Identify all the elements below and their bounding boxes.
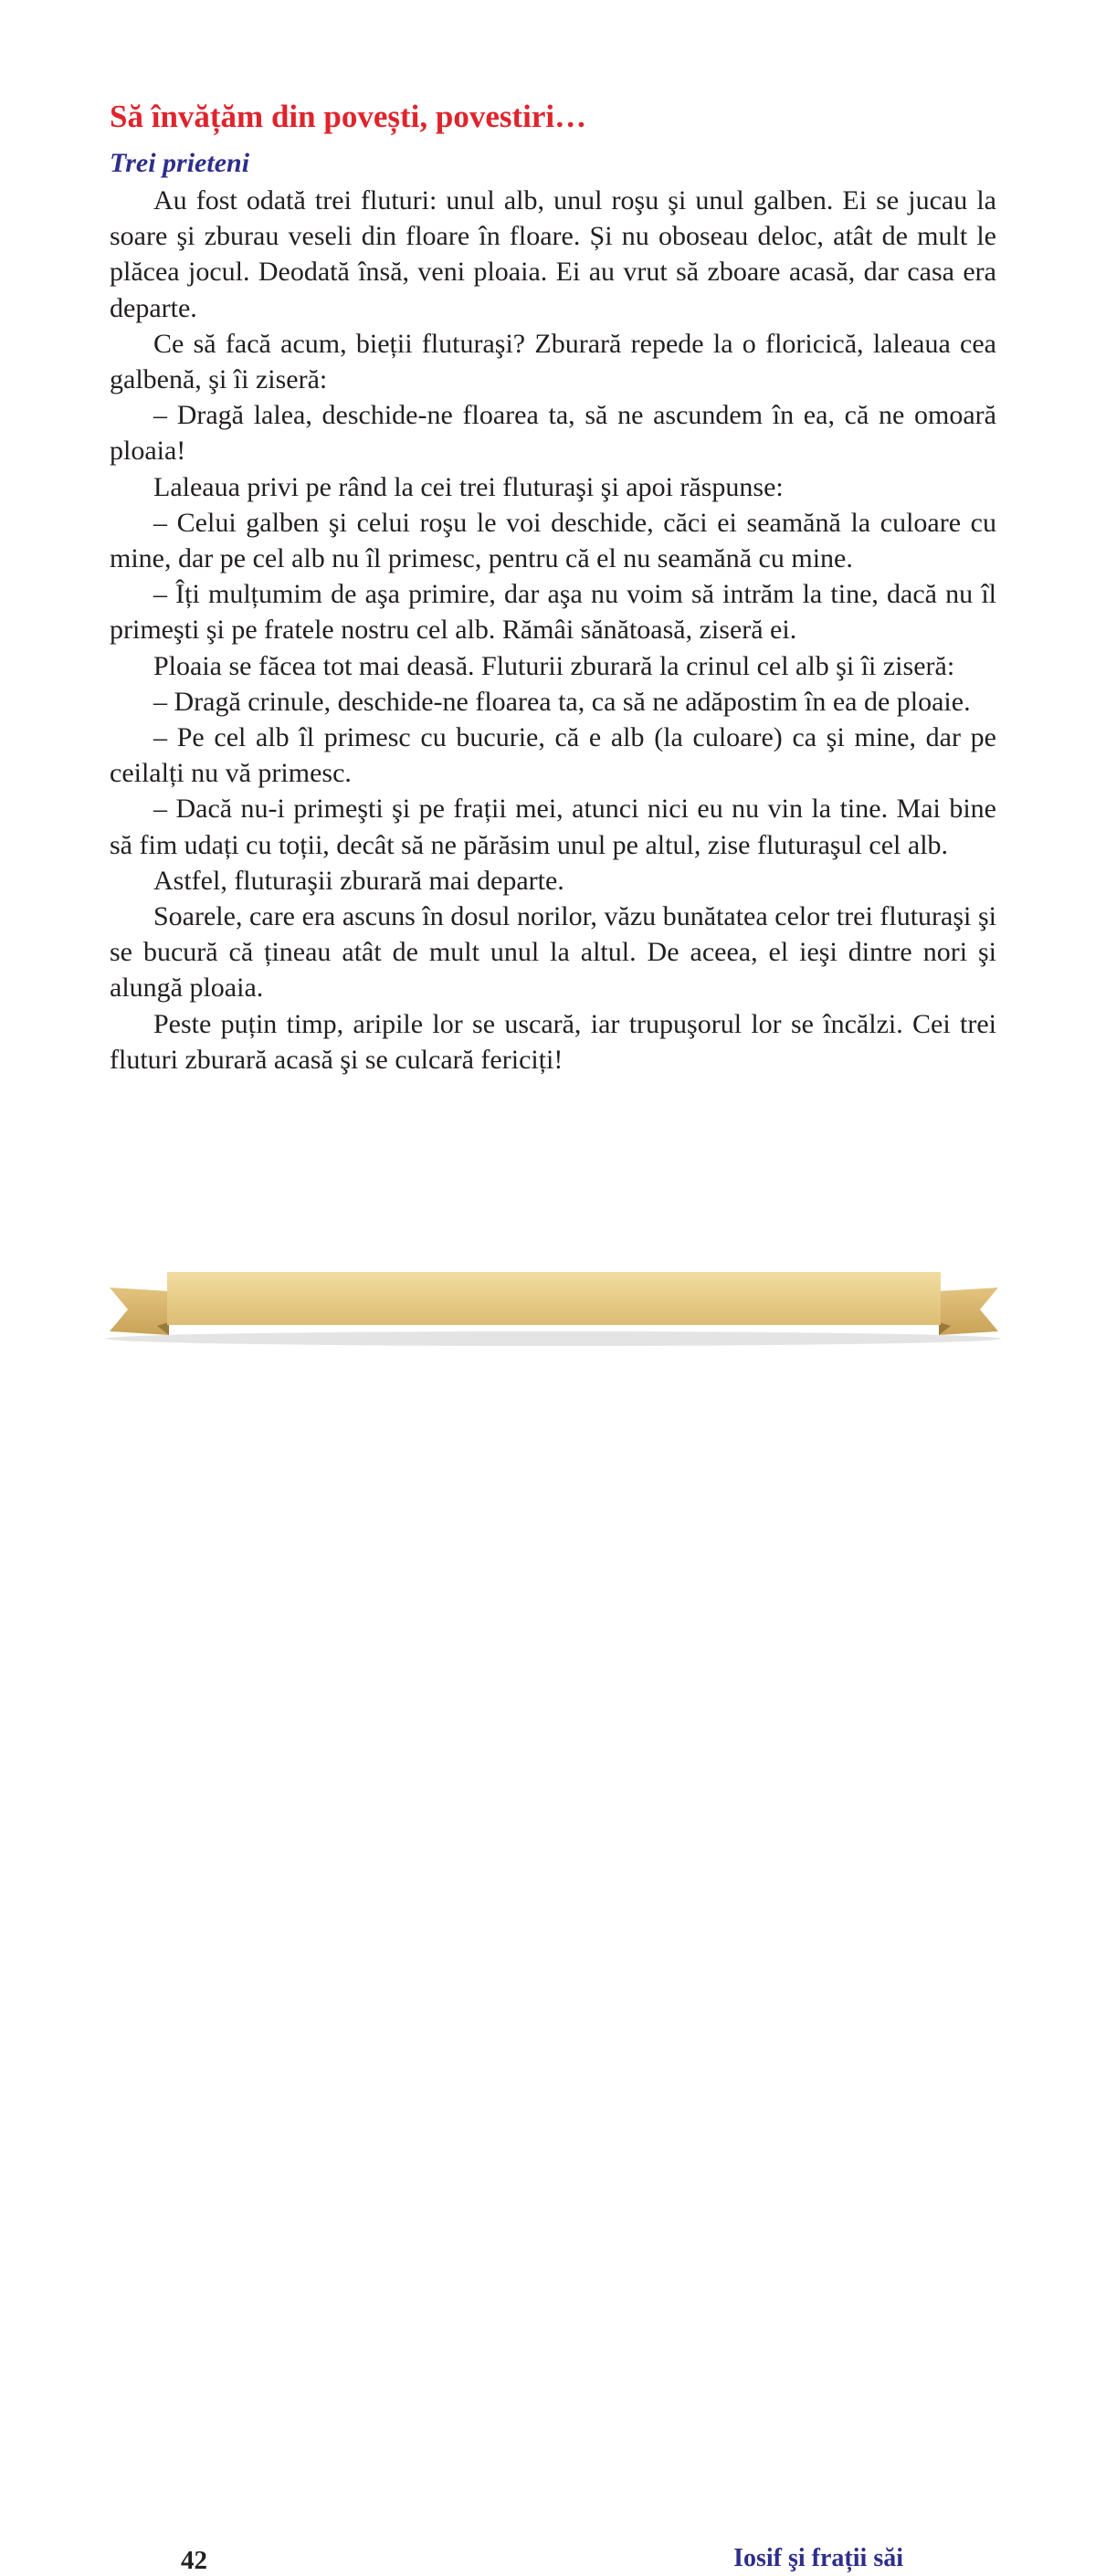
- paragraph: Au fost odată trei fluturi: unul alb, unul roşu şi unul galben. Ei se jucau la soare şi zburau veseli din floare în floare. Și nu oboseau deloc, atât de mult le plăcea jocul. Deodată însă, veni ploaia. Ei au vrut să zboare acasă, dar casa era departe.: [110, 185, 996, 323]
- paragraph: Ce să facă acum, bieții fluturaşi? Zburară repede la o floricică, laleaua cea galbenă, şi îi ziseră:: [110, 328, 996, 395]
- page-number: 42: [181, 2546, 207, 2575]
- paragraph: – Dacă nu-i primeşti şi pe frații mei, atunci nici eu nu vin la tine. Mai bine să fim udați cu toții, decât să ne părăsim unul pe altul, zise fluturaşul cel alb.: [110, 794, 996, 860]
- paragraph: Peste puțin timp, aripile lor se uscară, iar trupuşorul lor se încălzi. Cei trei fluturi zburară acasă şi se culcară fericiți!: [110, 1008, 996, 1075]
- paragraph: – Dragă lalea, deschide-ne floarea ta, să ne ascundem în ea, că ne omoară ploaia!: [110, 400, 996, 467]
- paragraph: – Dragă crinule, deschide-ne floarea ta, ca să ne adăpostim în ea de ploaie.: [153, 686, 971, 717]
- paragraph: – Pe cel alb îl primesc cu bucurie, că e alb (la culoare) ca şi mine, dar pe ceilalți nu vă primesc.: [110, 722, 996, 789]
- ribbon-banner: [0, 1260, 1106, 1351]
- paragraph: Ploaia se făcea tot mai deasă. Fluturii zburară la crinul cel alb şi îi ziseră:: [153, 650, 955, 681]
- footer-ribbon: [0, 1260, 1106, 2575]
- story-text: [110, 183, 996, 1078]
- paragraph: Soarele, care era ascuns în dosul norilor, văzu bunătatea celor trei fluturaşi şi se bucură că țineau atât de mult unul la altul. De aceea, el ieşi dintre nori şi alungă ploaia.: [110, 901, 996, 1004]
- section-title: Să învățăm din povești, povestiri…: [110, 99, 587, 134]
- chapter-title: Iosif şi frații săi: [733, 2544, 903, 2572]
- story-title: Trei prieteni: [110, 148, 250, 178]
- paragraph: Laleaua privi pe rând la cei trei fluturaşi şi apoi răspunse:: [153, 471, 784, 502]
- paragraph: – Celui galben şi celui roşu le voi deschide, căci ei seamănă la culoare cu mine, dar pe cel alb nu îl primesc, pentru că el nu seamănă cu mine.: [110, 507, 996, 574]
- paragraph: – Îți mulțumim de aşa primire, dar aşa nu voim să intrăm la tine, dacă nu îl primeşti şi pe fratele nostru cel alb. Rămâi sănătoasă, ziseră ei.: [110, 579, 996, 646]
- paragraph: Astfel, fluturaşii zburară mai departe.: [153, 865, 564, 896]
